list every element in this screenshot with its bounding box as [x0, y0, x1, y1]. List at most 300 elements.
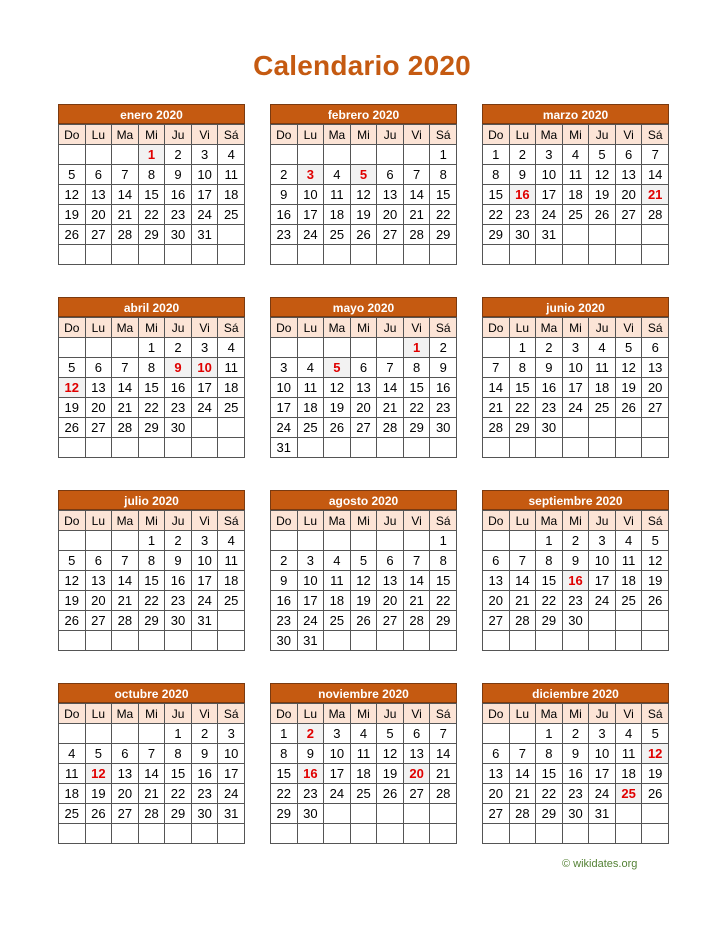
- day-cell: 4: [324, 165, 351, 185]
- day-cell: 4: [350, 724, 377, 744]
- empty-day-cell: [430, 804, 457, 824]
- day-cell: 5: [642, 724, 669, 744]
- day-cell: 29: [483, 225, 510, 245]
- day-cell: 3: [536, 145, 563, 165]
- week-row: [271, 611, 457, 631]
- month-block: [58, 490, 245, 651]
- day-cell: 18: [350, 764, 377, 784]
- day-cell: 8: [165, 744, 192, 764]
- weekday-label: Sá: [218, 125, 245, 145]
- weekday-label: Ma: [112, 511, 139, 531]
- day-cell: 8: [403, 358, 430, 378]
- day-cell: 23: [271, 611, 298, 631]
- day-cell: 25: [297, 418, 324, 438]
- holiday-day-cell: 9: [165, 358, 192, 378]
- day-cell: 3: [218, 724, 245, 744]
- day-cell: 16: [562, 764, 589, 784]
- weekday-label: Do: [271, 511, 298, 531]
- weekday-label: Do: [483, 125, 510, 145]
- day-cell: 1: [483, 145, 510, 165]
- day-cell: 4: [324, 551, 351, 571]
- day-cell: 23: [271, 225, 298, 245]
- day-cell: 22: [536, 784, 563, 804]
- weekday-label: Ma: [536, 704, 563, 724]
- week-row: [483, 378, 669, 398]
- day-cell: 11: [589, 358, 616, 378]
- day-cell: 14: [112, 571, 139, 591]
- weekday-label: Lu: [297, 318, 324, 338]
- day-cell: 2: [562, 531, 589, 551]
- month-grid: [270, 703, 457, 844]
- day-cell: 26: [615, 398, 642, 418]
- day-cell: 30: [191, 804, 218, 824]
- day-cell: 10: [589, 551, 616, 571]
- weekday-label: Mi: [138, 704, 165, 724]
- weekday-label: Sá: [218, 704, 245, 724]
- weekday-label: Vi: [615, 511, 642, 531]
- day-cell: 12: [615, 358, 642, 378]
- weekday-label: Vi: [615, 125, 642, 145]
- day-cell: 15: [271, 764, 298, 784]
- weekday-label: Ma: [112, 318, 139, 338]
- empty-day-cell: [377, 438, 404, 458]
- day-cell: 24: [297, 225, 324, 245]
- week-row: [483, 591, 669, 611]
- day-cell: 29: [509, 418, 536, 438]
- month-grid: [58, 703, 245, 844]
- week-row: [271, 225, 457, 245]
- day-cell: 24: [271, 418, 298, 438]
- empty-day-cell: [271, 824, 298, 844]
- day-cell: 7: [138, 744, 165, 764]
- empty-day-cell: [615, 438, 642, 458]
- weekday-label: Ju: [589, 125, 616, 145]
- empty-day-cell: [112, 531, 139, 551]
- day-cell: 19: [324, 398, 351, 418]
- holiday-day-cell: 1: [403, 338, 430, 358]
- day-cell: 18: [615, 571, 642, 591]
- weekday-label: Mi: [562, 704, 589, 724]
- weekday-label: Vi: [191, 125, 218, 145]
- day-cell: 20: [85, 398, 112, 418]
- day-cell: 18: [59, 784, 86, 804]
- weekday-label: Sá: [642, 125, 669, 145]
- day-cell: 10: [536, 165, 563, 185]
- empty-day-cell: [430, 631, 457, 651]
- day-cell: 24: [324, 784, 351, 804]
- day-cell: 5: [350, 551, 377, 571]
- empty-day-cell: [430, 438, 457, 458]
- empty-day-cell: [218, 418, 245, 438]
- day-cell: 8: [536, 551, 563, 571]
- day-cell: 11: [218, 165, 245, 185]
- day-cell: 27: [615, 205, 642, 225]
- empty-day-cell: [509, 438, 536, 458]
- weekday-label: Lu: [509, 704, 536, 724]
- weekday-label: Ma: [112, 125, 139, 145]
- day-cell: 22: [430, 591, 457, 611]
- day-cell: 24: [536, 205, 563, 225]
- week-row: [483, 631, 669, 651]
- day-cell: 4: [615, 531, 642, 551]
- empty-day-cell: [615, 225, 642, 245]
- week-row: [271, 824, 457, 844]
- month-block: [270, 104, 457, 265]
- week-row: [59, 358, 245, 378]
- weekday-label: Mi: [138, 318, 165, 338]
- day-cell: 16: [271, 205, 298, 225]
- empty-day-cell: [191, 631, 218, 651]
- weekday-label: Ju: [377, 318, 404, 338]
- empty-day-cell: [483, 438, 510, 458]
- empty-day-cell: [112, 724, 139, 744]
- empty-day-cell: [430, 245, 457, 265]
- empty-day-cell: [509, 531, 536, 551]
- week-row: [483, 824, 669, 844]
- month-grid: [482, 317, 669, 458]
- weekday-label: Vi: [403, 125, 430, 145]
- weekday-label: Ju: [377, 511, 404, 531]
- day-cell: 2: [271, 165, 298, 185]
- week-row: [271, 764, 457, 784]
- weekday-label: Do: [483, 704, 510, 724]
- weekday-header-row: [483, 704, 669, 724]
- day-cell: 29: [430, 611, 457, 631]
- day-cell: 11: [324, 571, 351, 591]
- empty-day-cell: [59, 531, 86, 551]
- empty-day-cell: [536, 631, 563, 651]
- day-cell: 2: [165, 531, 192, 551]
- day-cell: 7: [112, 551, 139, 571]
- day-cell: 15: [430, 571, 457, 591]
- day-cell: 24: [297, 611, 324, 631]
- week-row: [59, 245, 245, 265]
- empty-day-cell: [112, 338, 139, 358]
- day-cell: 8: [536, 744, 563, 764]
- day-cell: 28: [509, 804, 536, 824]
- day-cell: 7: [112, 165, 139, 185]
- day-cell: 26: [324, 418, 351, 438]
- empty-day-cell: [589, 611, 616, 631]
- day-cell: 14: [138, 764, 165, 784]
- day-cell: 8: [138, 165, 165, 185]
- day-cell: 11: [615, 551, 642, 571]
- day-cell: 23: [562, 591, 589, 611]
- empty-day-cell: [483, 531, 510, 551]
- weekday-label: Ma: [324, 704, 351, 724]
- empty-day-cell: [85, 724, 112, 744]
- weekday-header-row: [59, 318, 245, 338]
- day-cell: 17: [271, 398, 298, 418]
- empty-day-cell: [536, 438, 563, 458]
- day-cell: 18: [218, 378, 245, 398]
- day-cell: 22: [430, 205, 457, 225]
- month-title: julio 2020: [58, 490, 245, 510]
- day-cell: 7: [483, 358, 510, 378]
- month-grid: [270, 124, 457, 265]
- day-cell: 8: [138, 551, 165, 571]
- empty-day-cell: [85, 631, 112, 651]
- day-cell: 5: [85, 744, 112, 764]
- day-cell: 3: [589, 531, 616, 551]
- weekday-label: Ju: [589, 704, 616, 724]
- day-cell: 6: [85, 165, 112, 185]
- day-cell: 22: [536, 591, 563, 611]
- day-cell: 27: [483, 804, 510, 824]
- day-cell: 8: [509, 358, 536, 378]
- day-cell: 4: [562, 145, 589, 165]
- day-cell: 3: [589, 724, 616, 744]
- holiday-day-cell: 5: [324, 358, 351, 378]
- day-cell: 28: [112, 418, 139, 438]
- day-cell: 4: [218, 145, 245, 165]
- weekday-label: Do: [271, 704, 298, 724]
- empty-day-cell: [112, 824, 139, 844]
- day-cell: 18: [218, 185, 245, 205]
- day-cell: 18: [324, 591, 351, 611]
- day-cell: 6: [377, 165, 404, 185]
- day-cell: 30: [271, 631, 298, 651]
- day-cell: 25: [59, 804, 86, 824]
- empty-day-cell: [589, 245, 616, 265]
- day-cell: 9: [430, 358, 457, 378]
- day-cell: 21: [483, 398, 510, 418]
- day-cell: 11: [562, 165, 589, 185]
- day-cell: 20: [377, 205, 404, 225]
- weekday-label: Sá: [642, 511, 669, 531]
- day-cell: 2: [509, 145, 536, 165]
- day-cell: 24: [562, 398, 589, 418]
- empty-day-cell: [138, 631, 165, 651]
- day-cell: 10: [191, 551, 218, 571]
- day-cell: 9: [536, 358, 563, 378]
- day-cell: 30: [165, 611, 192, 631]
- day-cell: 11: [59, 764, 86, 784]
- day-cell: 5: [59, 551, 86, 571]
- day-cell: 13: [377, 571, 404, 591]
- day-cell: 6: [350, 358, 377, 378]
- week-row: [483, 225, 669, 245]
- holiday-day-cell: 12: [85, 764, 112, 784]
- day-cell: 31: [297, 631, 324, 651]
- holiday-day-cell: 3: [297, 165, 324, 185]
- day-cell: 9: [509, 165, 536, 185]
- empty-day-cell: [165, 245, 192, 265]
- empty-day-cell: [138, 724, 165, 744]
- weekday-label: Ju: [589, 318, 616, 338]
- empty-day-cell: [218, 438, 245, 458]
- day-cell: 23: [165, 591, 192, 611]
- empty-day-cell: [191, 245, 218, 265]
- day-cell: 1: [536, 531, 563, 551]
- empty-day-cell: [350, 245, 377, 265]
- day-cell: 8: [138, 358, 165, 378]
- day-cell: 25: [350, 784, 377, 804]
- day-cell: 3: [297, 551, 324, 571]
- week-row: [483, 764, 669, 784]
- day-cell: 22: [138, 205, 165, 225]
- empty-day-cell: [324, 438, 351, 458]
- empty-day-cell: [509, 724, 536, 744]
- month-title: noviembre 2020: [270, 683, 457, 703]
- week-row: [59, 551, 245, 571]
- day-cell: 19: [377, 764, 404, 784]
- holiday-day-cell: 1: [138, 145, 165, 165]
- week-row: [271, 145, 457, 165]
- day-cell: 28: [112, 225, 139, 245]
- empty-day-cell: [350, 804, 377, 824]
- weekday-label: Sá: [430, 511, 457, 531]
- empty-day-cell: [403, 145, 430, 165]
- day-cell: 8: [271, 744, 298, 764]
- day-cell: 23: [509, 205, 536, 225]
- day-cell: 27: [85, 418, 112, 438]
- week-row: [271, 531, 457, 551]
- day-cell: 22: [483, 205, 510, 225]
- empty-day-cell: [165, 438, 192, 458]
- day-cell: 23: [191, 784, 218, 804]
- empty-day-cell: [138, 438, 165, 458]
- month-grid: [270, 317, 457, 458]
- holiday-day-cell: 2: [297, 724, 324, 744]
- day-cell: 14: [403, 185, 430, 205]
- empty-day-cell: [509, 245, 536, 265]
- empty-day-cell: [85, 824, 112, 844]
- weekday-label: Vi: [615, 318, 642, 338]
- day-cell: 23: [536, 398, 563, 418]
- weekday-label: Ma: [324, 318, 351, 338]
- day-cell: 18: [218, 571, 245, 591]
- day-cell: 12: [59, 571, 86, 591]
- weekday-label: Ju: [165, 511, 192, 531]
- weekday-label: Mi: [350, 511, 377, 531]
- day-cell: 25: [324, 611, 351, 631]
- week-row: [271, 245, 457, 265]
- empty-day-cell: [165, 631, 192, 651]
- weekday-label: Ma: [536, 318, 563, 338]
- empty-day-cell: [562, 631, 589, 651]
- day-cell: 26: [350, 611, 377, 631]
- weekday-label: Vi: [615, 704, 642, 724]
- week-row: [271, 724, 457, 744]
- day-cell: 12: [642, 551, 669, 571]
- weekday-label: Mi: [350, 318, 377, 338]
- empty-day-cell: [589, 438, 616, 458]
- weekday-header-row: [59, 704, 245, 724]
- day-cell: 3: [191, 145, 218, 165]
- empty-day-cell: [350, 824, 377, 844]
- day-cell: 5: [589, 145, 616, 165]
- day-cell: 17: [589, 764, 616, 784]
- day-cell: 27: [85, 225, 112, 245]
- day-cell: 1: [509, 338, 536, 358]
- day-cell: 12: [59, 185, 86, 205]
- empty-day-cell: [350, 631, 377, 651]
- day-cell: 6: [85, 551, 112, 571]
- day-cell: 31: [536, 225, 563, 245]
- week-row: [59, 804, 245, 824]
- holiday-day-cell: 16: [562, 571, 589, 591]
- day-cell: 24: [589, 591, 616, 611]
- weekday-label: Ma: [536, 511, 563, 531]
- weekday-label: Lu: [85, 511, 112, 531]
- week-row: [271, 338, 457, 358]
- day-cell: 15: [165, 764, 192, 784]
- week-row: [59, 744, 245, 764]
- day-cell: 10: [218, 744, 245, 764]
- empty-day-cell: [642, 611, 669, 631]
- day-cell: 17: [536, 185, 563, 205]
- week-row: [59, 145, 245, 165]
- empty-day-cell: [59, 338, 86, 358]
- week-row: [483, 398, 669, 418]
- day-cell: 11: [218, 551, 245, 571]
- day-cell: 18: [615, 764, 642, 784]
- month-grid: [482, 510, 669, 651]
- week-row: [271, 358, 457, 378]
- empty-day-cell: [642, 438, 669, 458]
- day-cell: 11: [350, 744, 377, 764]
- week-row: [59, 611, 245, 631]
- day-cell: 6: [112, 744, 139, 764]
- weekday-header-row: [271, 704, 457, 724]
- day-cell: 25: [218, 591, 245, 611]
- empty-day-cell: [297, 145, 324, 165]
- day-cell: 29: [430, 225, 457, 245]
- empty-day-cell: [642, 824, 669, 844]
- day-cell: 17: [191, 378, 218, 398]
- day-cell: 8: [483, 165, 510, 185]
- month-title: enero 2020: [58, 104, 245, 124]
- day-cell: 15: [536, 764, 563, 784]
- empty-day-cell: [271, 245, 298, 265]
- day-cell: 20: [85, 205, 112, 225]
- day-cell: 25: [218, 205, 245, 225]
- day-cell: 19: [59, 205, 86, 225]
- weekday-label: Do: [483, 318, 510, 338]
- day-cell: 19: [642, 571, 669, 591]
- empty-day-cell: [377, 824, 404, 844]
- day-cell: 28: [403, 611, 430, 631]
- day-cell: 30: [297, 804, 324, 824]
- day-cell: 28: [377, 418, 404, 438]
- weekday-header-row: [483, 125, 669, 145]
- empty-day-cell: [271, 145, 298, 165]
- week-row: [271, 165, 457, 185]
- weekday-label: Lu: [297, 704, 324, 724]
- day-cell: 15: [509, 378, 536, 398]
- month-title: febrero 2020: [270, 104, 457, 124]
- month-block: [482, 490, 669, 651]
- week-row: [483, 245, 669, 265]
- weekday-label: Lu: [85, 125, 112, 145]
- day-cell: 16: [271, 591, 298, 611]
- empty-day-cell: [403, 631, 430, 651]
- day-cell: 29: [138, 225, 165, 245]
- day-cell: 27: [403, 784, 430, 804]
- day-cell: 15: [138, 571, 165, 591]
- day-cell: 31: [191, 611, 218, 631]
- day-cell: 14: [377, 378, 404, 398]
- month-title: marzo 2020: [482, 104, 669, 124]
- empty-day-cell: [85, 338, 112, 358]
- day-cell: 1: [138, 531, 165, 551]
- empty-day-cell: [350, 145, 377, 165]
- empty-day-cell: [59, 631, 86, 651]
- empty-day-cell: [403, 531, 430, 551]
- holiday-day-cell: 21: [642, 185, 669, 205]
- day-cell: 26: [59, 418, 86, 438]
